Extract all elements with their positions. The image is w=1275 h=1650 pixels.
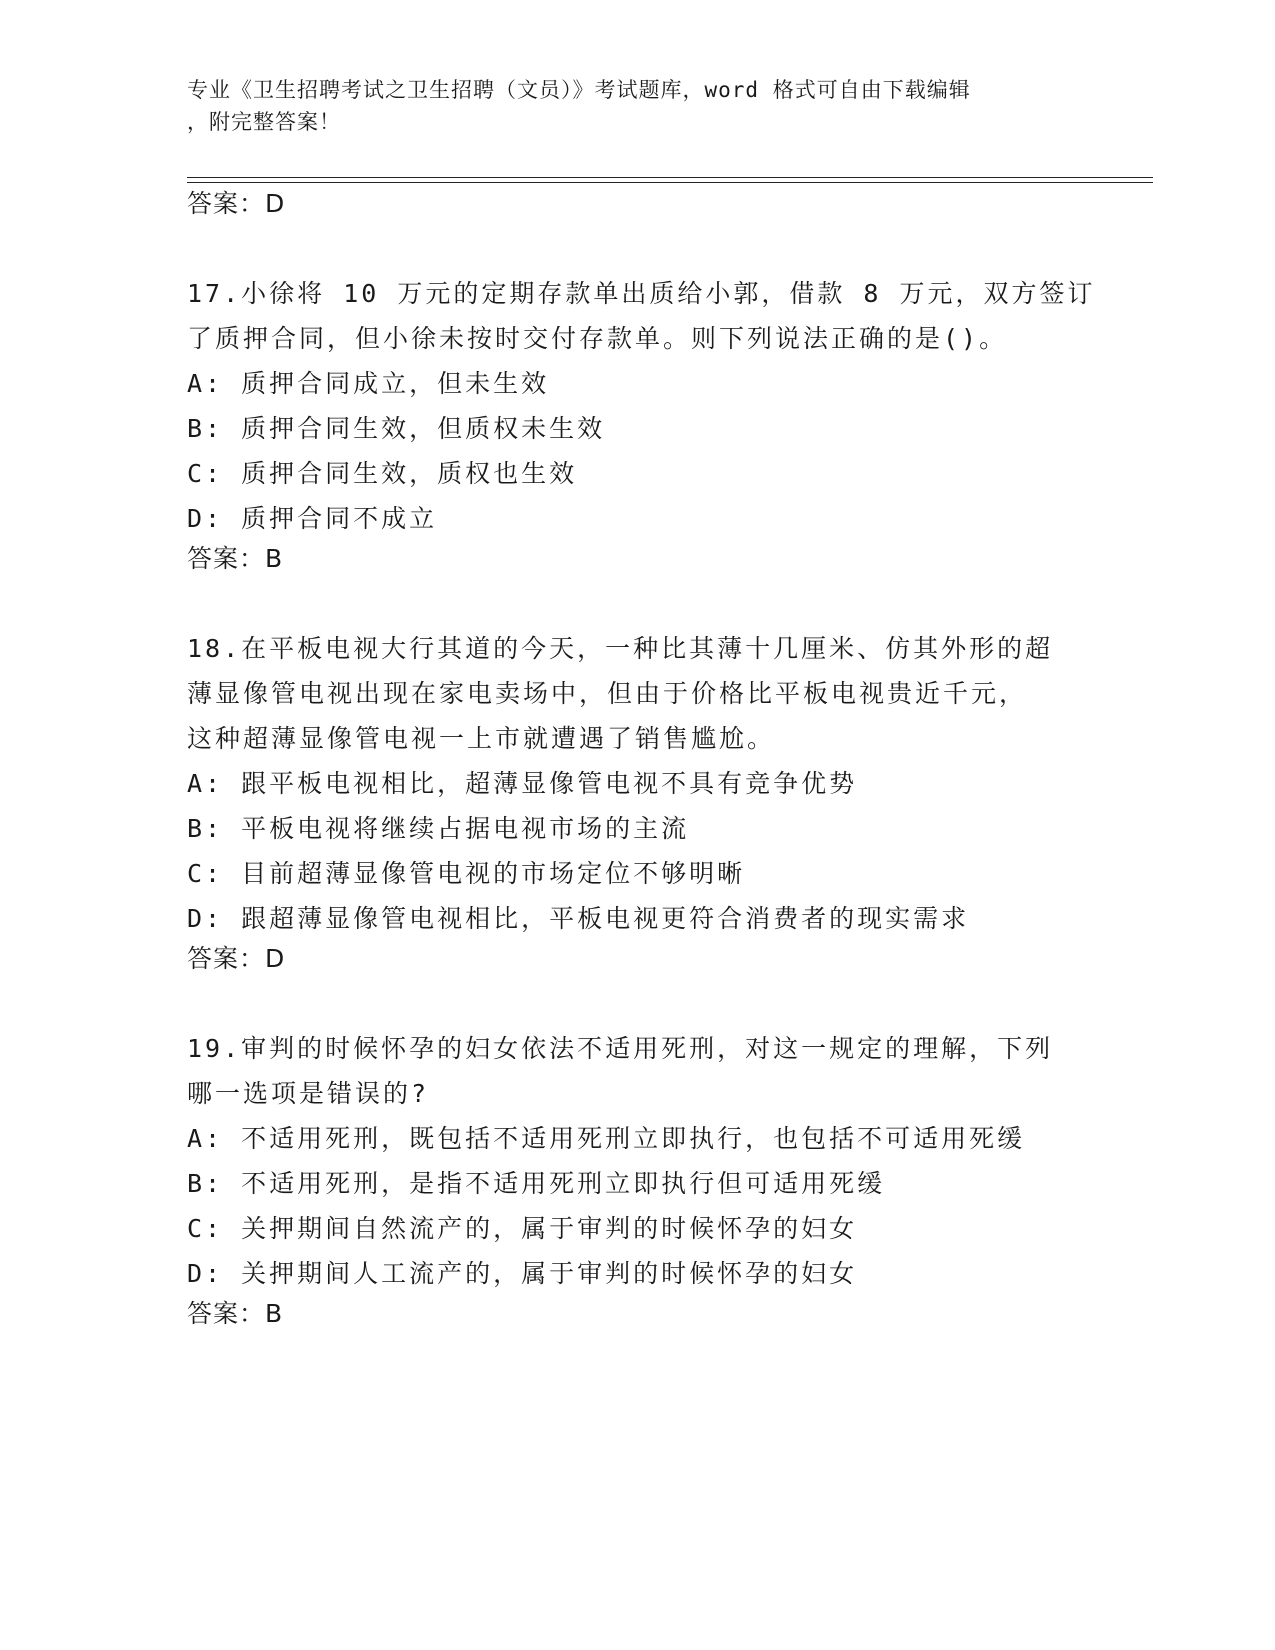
question-stem-line: 薄显像管电视出现在家电卖场中，但由于价格比平板电视贵近千元， [187,679,1028,708]
question-stem-line: 哪一选项是错误的? [187,1079,430,1108]
question-19 [187,1026,1087,1296]
header-divider-top [187,177,1153,178]
document-header [187,74,1067,138]
question-stem-line: 18.在平板电视大行其道的今天，一种比其薄十几厘米、仿其外形的超 [187,634,1054,663]
answer-19: 答案：B [187,1299,284,1328]
option-c: C: 质押合同生效，质权也生效 [187,459,578,488]
header-line-2: ，附完整答案！ [187,110,341,134]
header-divider-bottom [187,182,1153,183]
option-d: D: 关押期间人工流产的，属于审判的时候怀孕的妇女 [187,1259,858,1288]
answer-17: 答案：B [187,544,284,573]
option-b: B: 平板电视将继续占据电视市场的主流 [187,814,690,843]
option-d: D: 跟超薄显像管电视相比，平板电视更符合消费者的现实需求 [187,904,970,933]
option-c: C: 关押期间自然流产的，属于审判的时候怀孕的妇女 [187,1214,858,1243]
question-stem-line: 17.小徐将 10 万元的定期存款单出质给小郭，借款 8 万元，双方签订 [187,279,1096,308]
header-line-1: 专业《卫生招聘考试之卫生招聘（文员）》考试题库，word 格式可自由下载编辑 [187,78,971,102]
option-d: D: 质押合同不成立 [187,504,438,533]
option-a: A: 不适用死刑，既包括不适用死刑立即执行，也包括不可适用死缓 [187,1124,1026,1153]
answer-18: 答案：D [187,944,286,973]
question-stem-line: 19.审判的时候怀孕的妇女依法不适用死刑，对这一规定的理解，下列 [187,1034,1054,1063]
option-a: A: 跟平板电视相比，超薄显像管电视不具有竞争优势 [187,769,858,798]
question-stem-line: 这种超薄显像管电视一上市就遭遇了销售尴尬。 [187,724,776,753]
option-c: C: 目前超薄显像管电视的市场定位不够明晰 [187,859,746,888]
option-a: A: 质押合同成立，但未生效 [187,369,550,398]
option-b: B: 不适用死刑，是指不适用死刑立即执行但可适用死缓 [187,1169,886,1198]
question-stem-line: 了质押合同，但小徐未按时交付存款单。则下列说法正确的是()。 [187,324,1008,353]
answer-16: 答案：D [187,189,286,218]
question-18 [187,626,1087,941]
option-b: B: 质押合同生效，但质权未生效 [187,414,606,443]
question-17 [187,271,1096,541]
